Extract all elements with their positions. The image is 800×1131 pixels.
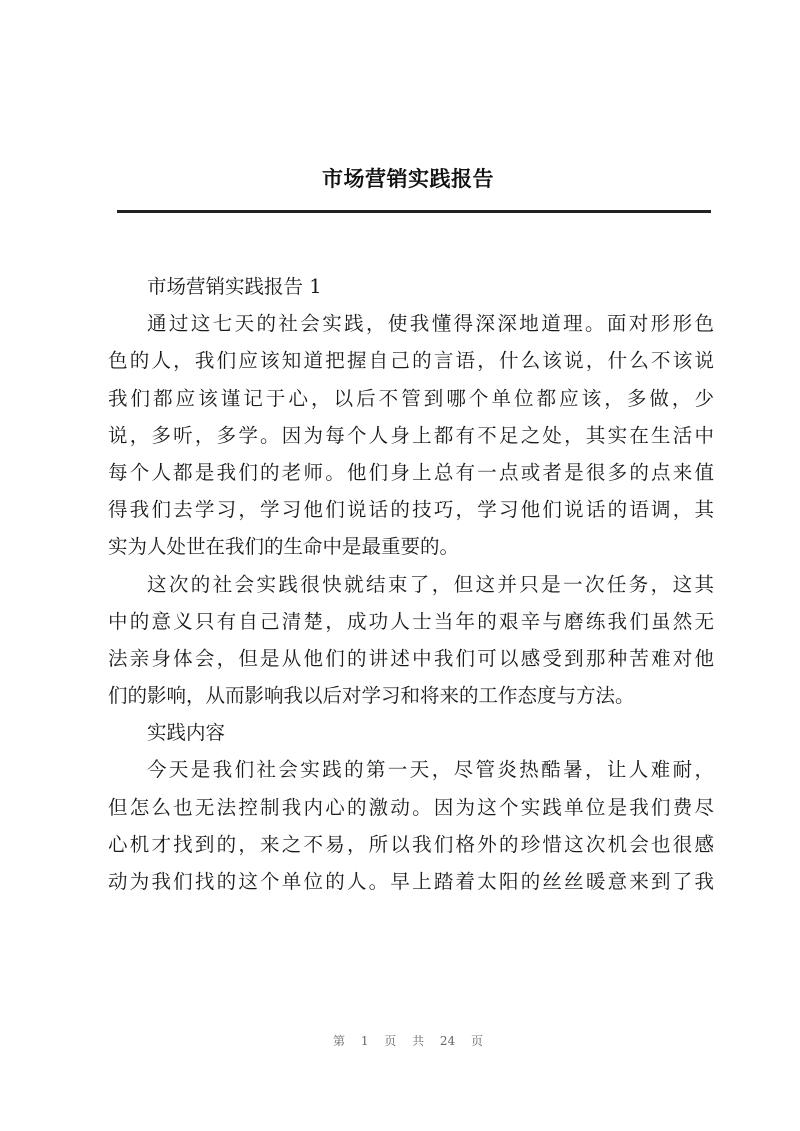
- paragraph-line: 每个人都是我们的老师。他们身上总有一点或者是很多的点来值: [108, 460, 714, 484]
- paragraph-line: 法亲身体会，但是从他们的讲述中我们可以感受到那种苦难对他: [108, 646, 714, 670]
- document-body: [108, 268, 714, 900]
- paragraph-line: 中的意义只有自己清楚，成功人士当年的艰辛与磨练我们虽然无: [108, 609, 714, 633]
- paragraph-line: 说，多听，多学。因为每个人身上都有不足之处，其实在生活中: [108, 423, 714, 447]
- paragraph-line: 心机才找到的，来之不易，所以我们格外的珍惜这次机会也很感: [108, 832, 714, 856]
- section-heading: 实践内容: [147, 721, 226, 745]
- paragraph-line: 色的人，我们应该知道把握自己的言语，什么该说，什么不该说: [108, 349, 714, 373]
- title-underline: [117, 210, 711, 213]
- paragraph-line: 今天是我们社会实践的第一天，尽管炎热酷暑，让人难耐，: [147, 758, 714, 782]
- page-title: 市场营销实践报告: [322, 166, 494, 191]
- paragraph-line: 实为人处世在我们的生命中是最重要的。: [108, 535, 460, 559]
- paragraph-line: 们的影响，从而影响我以后对学习和将来的工作态度与方法。: [108, 684, 635, 708]
- page-number-footer: 第 1 页 共 24 页: [333, 1034, 483, 1048]
- paragraph-line: 通过这七天的社会实践，使我懂得深深地道理。面对形形色: [147, 312, 714, 336]
- paragraph-line: 但怎么也无法控制我内心的激动。因为这个实践单位是我们费尽: [108, 795, 714, 819]
- paragraph-line: 我们都应该谨记于心，以后不管到哪个单位都应该，多做，少: [108, 386, 714, 410]
- section-heading: 市场营销实践报告 1: [147, 275, 322, 298]
- paragraph-line: 动为我们找的这个单位的人。早上踏着太阳的丝丝暖意来到了我: [108, 870, 714, 893]
- paragraph-line: 得我们去学习，学习他们说话的技巧，学习他们说话的语调，其: [108, 498, 714, 522]
- paragraph-line: 这次的社会实践很快就结束了，但这并只是一次任务，这其: [147, 572, 714, 596]
